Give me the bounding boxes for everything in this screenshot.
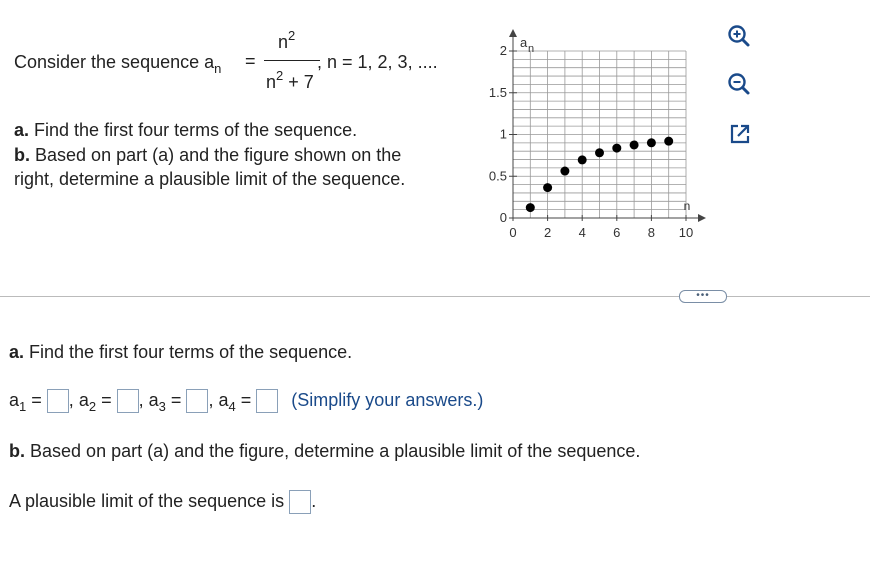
a3-equals: =: [170, 389, 182, 410]
a4-answer-input[interactable]: [256, 389, 278, 413]
data-point: [526, 203, 535, 212]
more-options-button[interactable]: •••: [679, 290, 727, 303]
fraction-numerator: $n^2$: [278, 28, 296, 52]
a4-label: $a_4$: [218, 389, 236, 414]
a1-equals: =: [31, 389, 42, 410]
y-tick-label: 1.5: [488, 84, 507, 100]
chart-grid: [513, 51, 686, 218]
limit-row: [9, 490, 316, 514]
y-axis-label: a: [520, 35, 528, 50]
data-point: [664, 137, 673, 146]
x-tick-label: 0: [509, 225, 517, 240]
zoom-in-icon[interactable]: [727, 24, 751, 48]
x-tick-label: 8: [647, 225, 656, 240]
data-point: [612, 144, 621, 153]
answer-row: [9, 389, 483, 413]
popout-icon[interactable]: [728, 122, 752, 146]
sequence-chart: [470, 10, 720, 250]
y-axis-label-sub: n: [528, 43, 535, 55]
y-tick-label: 0: [499, 210, 507, 225]
a4-equals: =: [240, 389, 252, 410]
data-point: [543, 183, 552, 192]
part-a-prompt: a. Find the first four terms of the sequence.: [14, 120, 358, 140]
y-tick-label: 0.5: [488, 168, 507, 184]
simplify-hint: (Simplify your answers.): [291, 389, 484, 410]
a2-answer-input[interactable]: [117, 389, 139, 413]
part-b-prompt-line2: right, determine a plausible limit of the sequence.: [14, 169, 406, 189]
y-tick-label: 1: [499, 126, 507, 142]
x-tick-label: 4: [578, 225, 586, 240]
x-axis-arrow: [698, 214, 706, 222]
fraction-denominator: $n^2 + 7$: [266, 68, 314, 92]
data-point: [560, 167, 569, 176]
x-tick-label: 2: [543, 225, 552, 240]
a3-label: $a_3$: [148, 389, 166, 414]
answer-part-b-prompt: b. Based on part (a) and the figure, determine a plausible limit of the sequence.: [9, 441, 641, 461]
answer-part-a-prompt: a. Find the first four terms of the sequence.: [9, 342, 353, 362]
x-tick-label: 10: [678, 225, 694, 240]
x-axis-label: n: [683, 199, 691, 213]
limit-label: A plausible limit of the sequence is: [9, 490, 285, 511]
section-divider: [0, 296, 870, 297]
y-axis-arrow: [509, 29, 517, 37]
sequence-intro: Consider the sequence $a_n$: [14, 52, 222, 76]
data-point: [630, 140, 639, 149]
a2-label: $a_2$: [78, 389, 97, 414]
data-point: [578, 155, 587, 164]
limit-answer-input[interactable]: [289, 490, 311, 514]
equals-sign: =: [245, 51, 256, 71]
y-tick-label: 2: [499, 43, 507, 58]
a2-equals: =: [101, 389, 112, 410]
data-point: [595, 148, 604, 157]
zoom-out-icon[interactable]: [727, 72, 751, 96]
a1-answer-input[interactable]: [47, 389, 69, 413]
a1-comma: ,: [68, 389, 74, 410]
part-b-prompt-line1: b. Based on part (a) and the figure shown on the: [14, 145, 402, 165]
a3-comma: ,: [208, 389, 214, 410]
fraction-bar: [264, 60, 320, 61]
sequence-domain: , n = 1, 2, 3, ....: [317, 52, 438, 72]
a1-label: $a_1$: [9, 389, 27, 414]
x-tick-label: 6: [613, 225, 621, 240]
data-point: [647, 138, 656, 147]
a2-comma: ,: [138, 389, 144, 410]
limit-period: .: [311, 490, 317, 511]
a3-answer-input[interactable]: [186, 389, 208, 413]
chart-ticks: [489, 43, 693, 240]
